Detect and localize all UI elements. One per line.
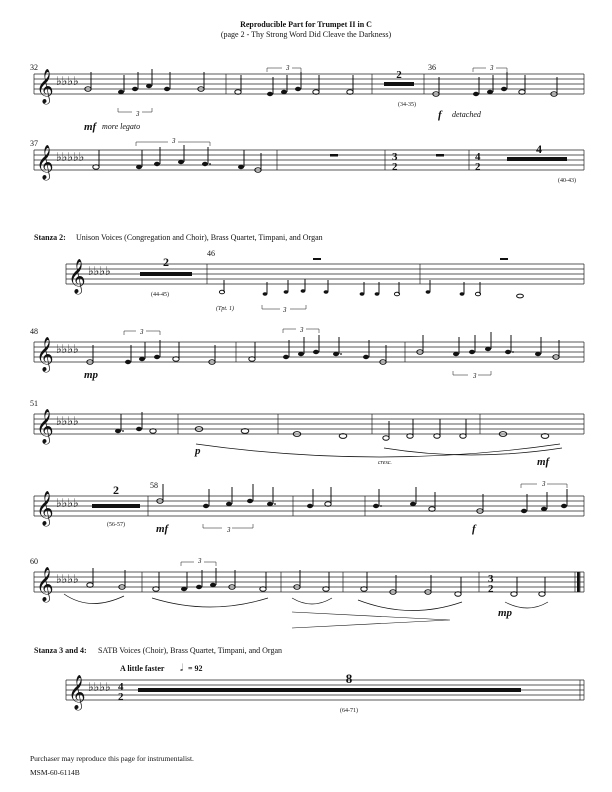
tuplet-number: 3 [283, 306, 287, 314]
staff-system-1 [34, 74, 584, 94]
treble-clef: 𝄞 [68, 260, 86, 293]
half-note-icon: 𝅗𝅥 [180, 663, 184, 674]
tuplet-number: 3 [227, 526, 231, 534]
key-signature: ♭♭♭♭ [56, 342, 79, 356]
key-signature: ♭♭♭♭ [88, 264, 111, 278]
key-signature: ♭♭♭♭♭ [56, 150, 85, 164]
multirest-count: 2 [396, 69, 402, 81]
measure-number: 51 [30, 399, 38, 408]
tuplet-number: 3 [198, 557, 202, 565]
key-signature: ♭♭♭♭ [56, 74, 79, 88]
time-sig-bottom: 2 [392, 161, 398, 173]
footer-catalog: MSM-60-6114B [30, 768, 80, 777]
notes-system-4 [87, 332, 559, 364]
slurs-system-7 [64, 594, 548, 628]
key-signature: ♭♭♭♭ [56, 496, 79, 510]
dynamic-mark: mf [537, 456, 550, 468]
multirest-count: 4 [536, 142, 542, 156]
notes-system-5 [115, 412, 549, 440]
tuplet-number: 3 [542, 480, 546, 488]
dynamic-mark: mf [156, 523, 169, 535]
tuplet-number: 3 [286, 64, 290, 72]
multirest-count: 8 [345, 671, 353, 686]
measure-number: 58 [150, 481, 158, 490]
slurs-system-5 [196, 444, 562, 457]
key-signature: ♭♭♭♭ [56, 572, 79, 586]
expression-text: cresc. [378, 460, 392, 466]
time-sig-top: 3 [488, 573, 494, 585]
multirest-range: (64-71) [340, 708, 358, 714]
multirest-range: (44-45) [151, 292, 169, 298]
page-title: Reproducible Part for Trumpet II in C [240, 20, 372, 29]
time-sig-bottom: 2 [488, 583, 494, 595]
dynamic-mark: p [195, 445, 201, 457]
footer-notice: Purchaser may reproduce this page for instrumentalist. [30, 754, 194, 763]
staff-system-2 [34, 150, 584, 170]
time-sig-bottom: 2 [118, 691, 124, 703]
tuplet-number: 3 [172, 137, 176, 145]
tempo-value: = 92 [188, 664, 203, 673]
tuplet-number: 3 [473, 372, 477, 380]
measure-number: 46 [207, 249, 215, 258]
measure-number: 32 [30, 63, 38, 72]
stanza-text: Unison Voices (Congregation and Choir), Brass Quartet, Timpani, and Organ [76, 233, 323, 242]
multirest-range: (56-57) [107, 522, 125, 528]
multirest-count: 2 [113, 483, 119, 497]
notes-system-2 [93, 145, 567, 172]
expression-text: more legato [102, 122, 141, 131]
dynamic-mark: mp [84, 369, 99, 381]
expression-text: detached [452, 110, 481, 119]
staff-system-7 [34, 572, 584, 592]
measure-number: 48 [30, 327, 38, 336]
notes-system-6 [92, 484, 567, 513]
cue-label: (Tpt. 1) [216, 306, 234, 312]
stanza-label: Stanza 3 and 4: [34, 646, 87, 655]
treble-clef: 𝄞 [36, 70, 54, 103]
tuplet-number: 3 [490, 64, 494, 72]
tuplet-number: 3 [300, 326, 304, 334]
treble-clef: 𝄞 [68, 676, 86, 709]
treble-clef: 𝄞 [36, 146, 54, 179]
measure-number: 36 [428, 63, 436, 72]
measure-number: 60 [30, 557, 38, 566]
dynamic-mark: f [472, 523, 476, 535]
measure-number: 37 [30, 139, 38, 148]
multirest-range: (34-35) [398, 102, 416, 108]
multirest-bar [138, 688, 521, 692]
dynamic-mark: mf [84, 121, 97, 133]
time-sig-bottom: 2 [475, 161, 481, 173]
stanza-label: Stanza 2: [34, 233, 66, 242]
staff-system-4 [34, 342, 584, 362]
dynamic-mark: f [438, 109, 442, 121]
dynamic-mark: mp [498, 607, 513, 619]
treble-clef: 𝄞 [36, 568, 54, 601]
time-sig-top: 4 [118, 681, 124, 693]
notes-system-1 [85, 69, 557, 96]
treble-clef: 𝄞 [36, 338, 54, 371]
treble-clef: 𝄞 [36, 410, 54, 443]
time-sig-top: 4 [475, 151, 481, 163]
page-subtitle: (page 2 - Thy Strong Word Did Cleave the Darkness) [220, 30, 392, 39]
time-sig-top: 3 [392, 151, 398, 163]
multirest-range: (40-43) [558, 178, 576, 184]
multirest-count: 2 [163, 255, 169, 269]
key-signature: ♭♭♭♭ [56, 414, 79, 428]
stanza-text: SATB Voices (Choir), Brass Quartet, Timpani, and Organ [98, 646, 282, 655]
tuplet-number: 3 [136, 110, 140, 118]
tuplet-number: 3 [140, 328, 144, 336]
tuplet-brackets [118, 68, 507, 112]
tempo-text: A little faster [120, 664, 165, 673]
key-signature: ♭♭♭♭ [88, 680, 111, 694]
treble-clef: 𝄞 [36, 492, 54, 525]
